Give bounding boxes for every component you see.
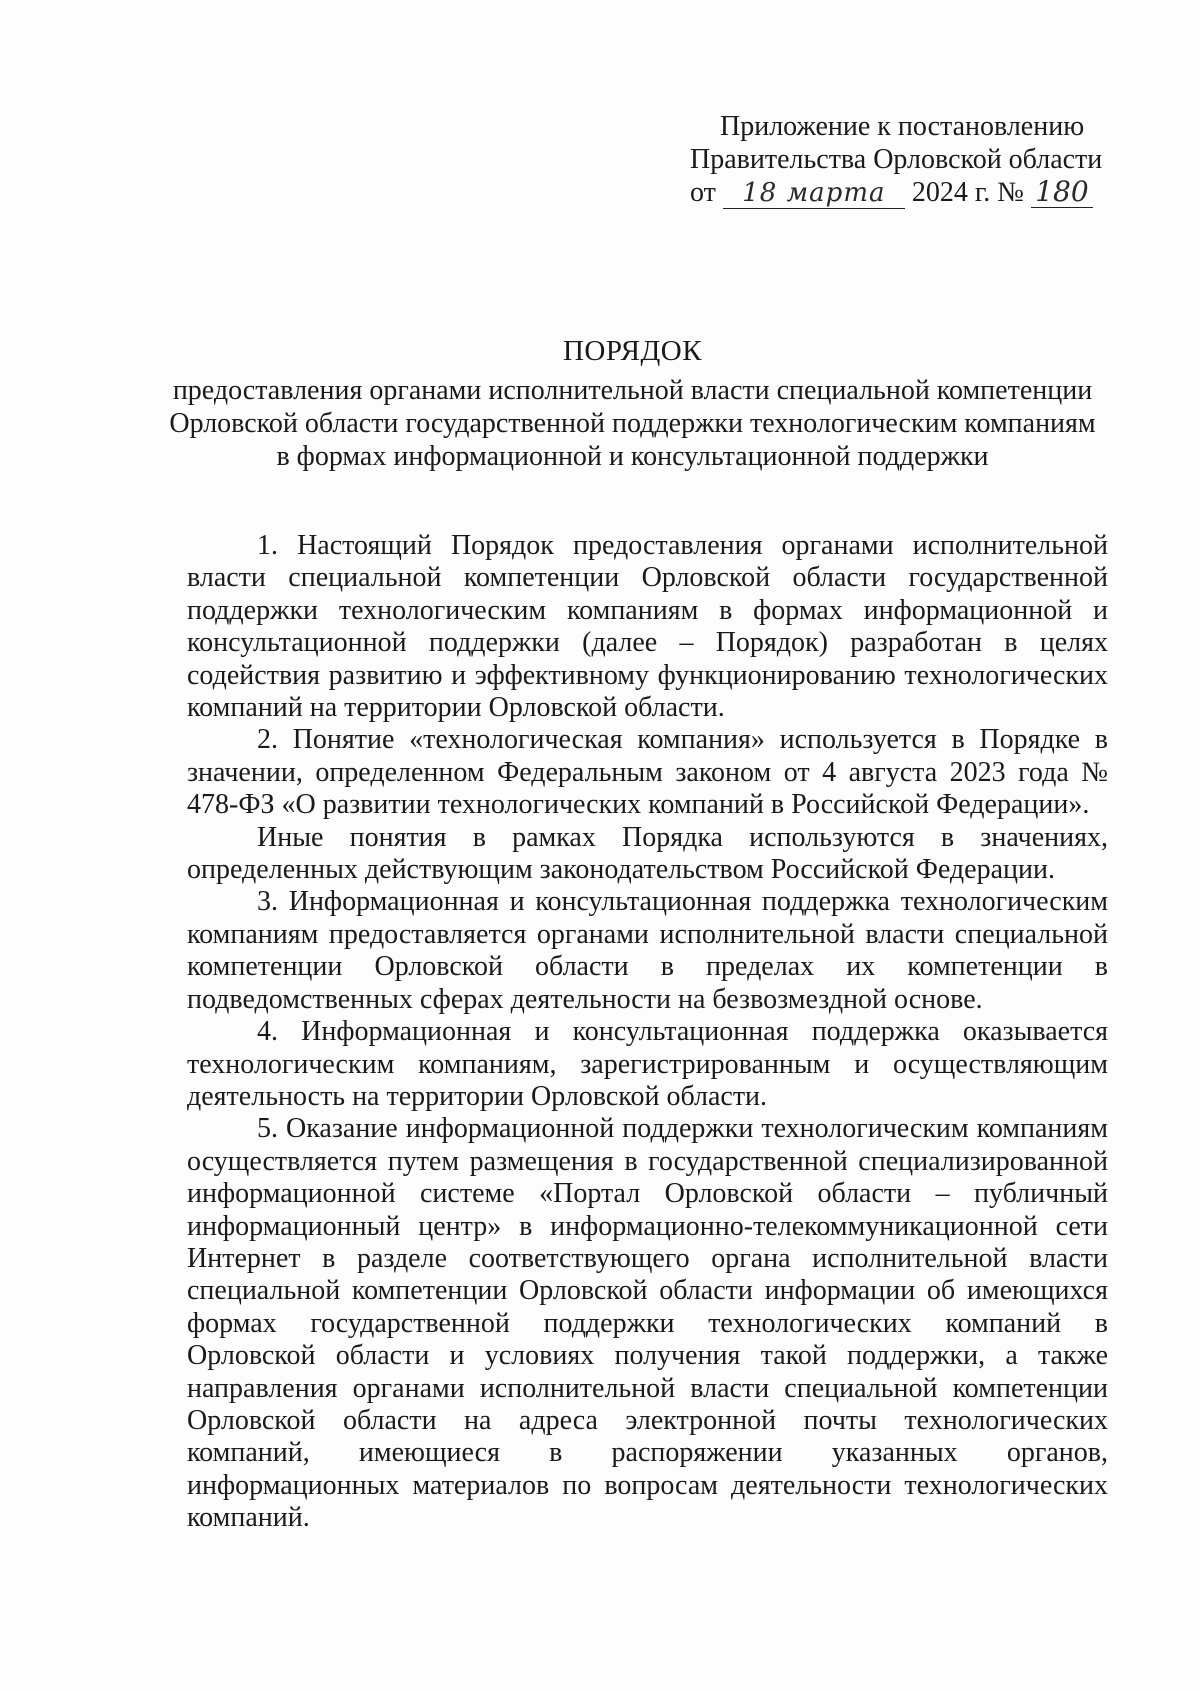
handwritten-number: 180 [1031, 177, 1093, 208]
paragraph-2: 2. Понятие «технологическая компания» используется в Порядке в значении, определенном Федеральным законом от 4 августа 2023 года № 478-ФЗ «О развитии технологических компаний в Российской Федерации». [187, 724, 1108, 821]
paragraph-3: 3. Информационная и консультационная поддержка технологическим компаниям предоставляется органами исполнительной власти специальной компетенции Орловской области в пределах их компетенции в подведомственных сферах деятельности на безвозмездной основе. [187, 886, 1108, 1015]
title-block [150, 335, 1115, 473]
paragraph-5: 5. Оказание информационной поддержки технологическим компаниям осуществляется путем размещения в государственной специализированной информационной системе «Портал Орловской области – публичный информационный центр» в информационно-телекоммуникационной сети Интернет в разделе соответствующего органа исполнительной власти специальной компетенции Орловской области информации об имеющихся формах государственной поддержки технологических компаний в Орловской области и условиях получения такой поддержки, а также направления органами исполнительной власти специальной компетенции Орловской области на адреса электронной почты технологических компаний, имеющиеся в распоряжении указанных органов, информационных материалов по вопросам деятельности технологических компаний. [187, 1113, 1108, 1534]
document-body [187, 530, 1108, 1535]
handwritten-date: 18 марта [723, 178, 905, 209]
subtitle-line-1: предоставления органами исполнительной власти специальной компетенции [172, 375, 1093, 406]
date-prefix: от [690, 177, 716, 208]
year-text: 2024 г. № [911, 177, 1024, 208]
appendix-block [690, 110, 1110, 209]
subtitle-line-2: Орловской области государственной поддержки технологическим компаниям [169, 408, 1096, 439]
document-heading: ПОРЯДОК [562, 335, 703, 367]
appendix-line-2: Правительства Орловской области [690, 144, 1103, 175]
paragraph-4: 4. Информационная и консультационная поддержка оказывается технологическим компаниям, зарегистрированным и осуществляющим деятельность на территории Орловской области. [187, 1016, 1108, 1112]
appendix-date-line [690, 176, 1110, 209]
subtitle-line-3: в формах информационной и консультационной поддержки [276, 441, 989, 472]
paragraph-2-continued: Иные понятия в рамках Порядка используются в значениях, определенных действующим законодательством Российской Федерации. [187, 821, 1108, 886]
appendix-line-1: Приложение к постановлению [720, 111, 1085, 142]
paragraph-1: 1. Настоящий Порядок предоставления органами исполнительной власти специальной компетенции Орловской области государственной поддержки технологическим компаниям в формах информационной и консультационной поддержки (далее – Порядок) разработан в целях содействия развитию и эффективному функционированию технологических компаний на территории Орловской области. [187, 530, 1108, 724]
